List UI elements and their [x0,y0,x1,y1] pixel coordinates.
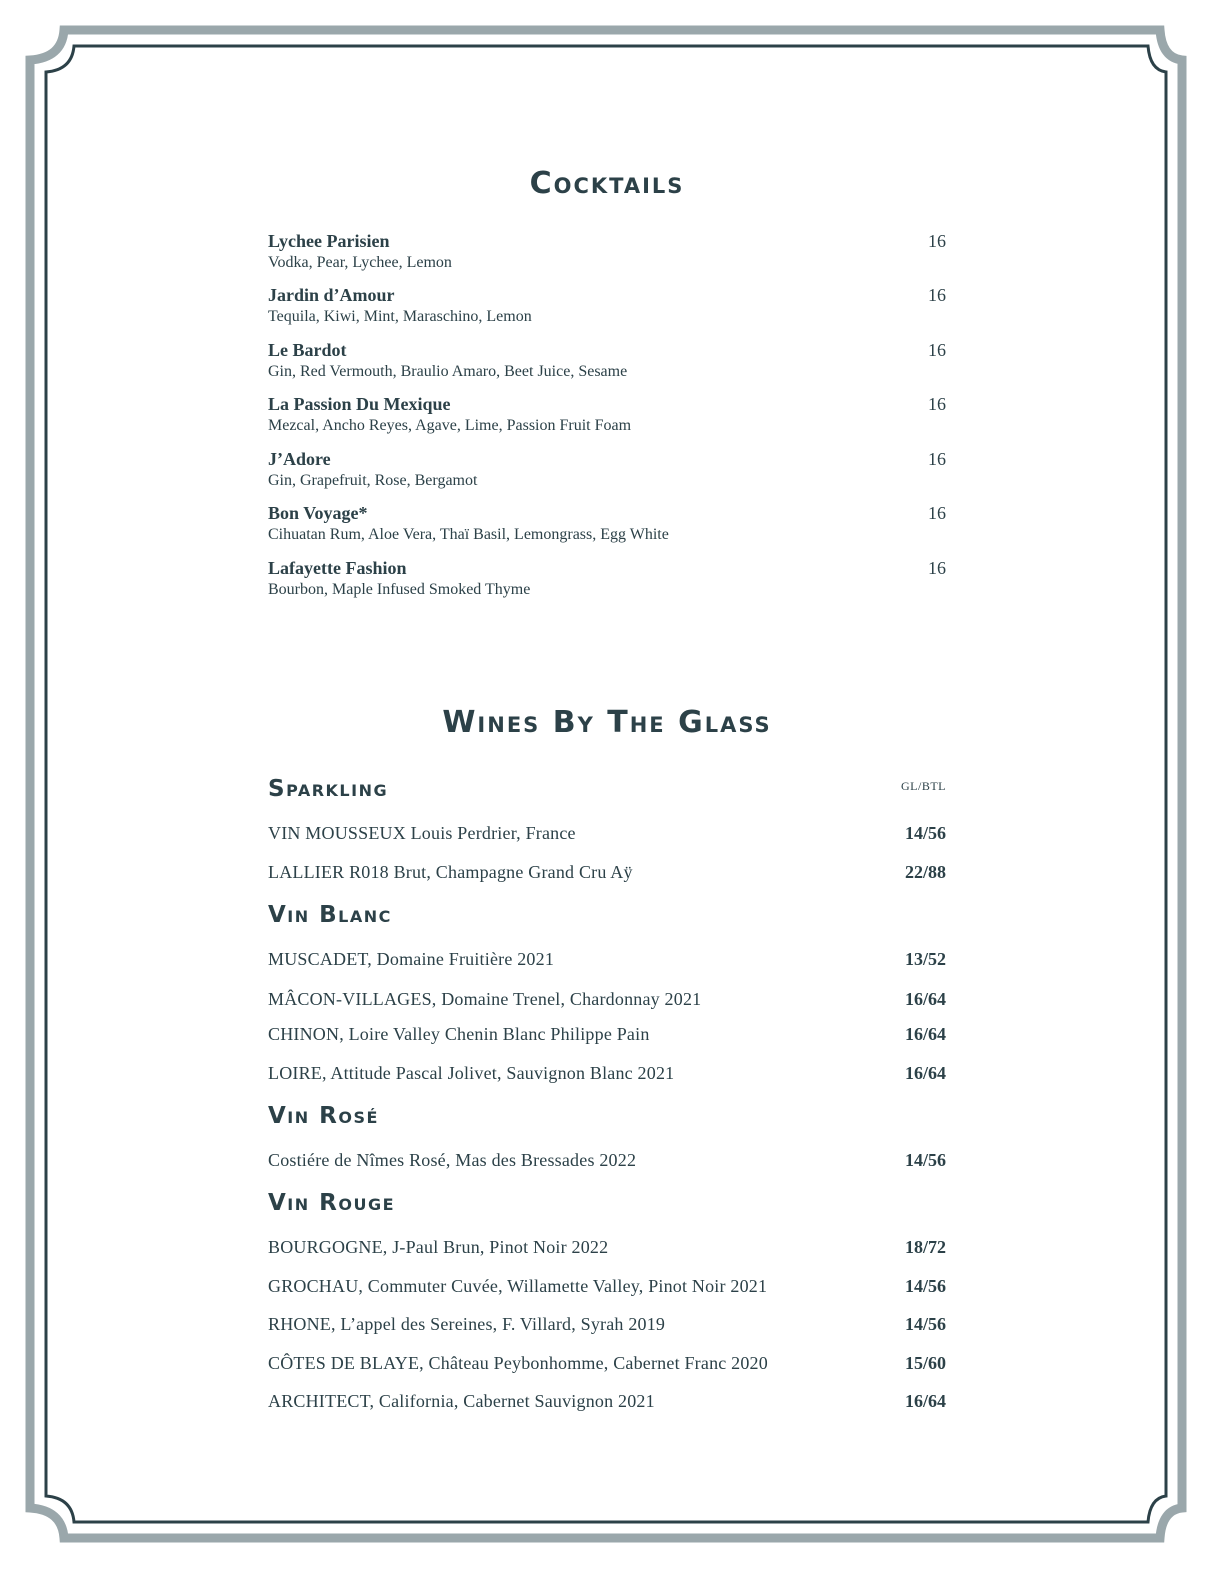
cocktail-ingredients: Mezcal, Ancho Reyes, Agave, Lime, Passion Fruit Foam [268,417,632,434]
wine-name: CÔTES DE BLAYE, Château Peybonhomme, Cabernet Franc 2020 [268,1353,768,1373]
cocktail-ingredients: Gin, Red Vermouth, Braulio Amaro, Beet Juice, Sesame [268,363,628,380]
wine-item [268,1237,946,1261]
wine-name: CHINON, Loire Valley Chenin Blanc Philippe Pain [268,1024,650,1044]
cocktail-item [268,503,946,549]
wine-name: RHONE, L’appel des Sereines, F. Villard, Syrah 2019 [268,1314,666,1334]
cocktail-name: J’Adore [268,449,331,469]
cocktail-ingredients: Vodka, Pear, Lychee, Lemon [268,254,452,271]
wine-price: 14/56 [904,823,946,843]
cocktail-price: 16 [928,285,946,305]
vin-rouge-heading: Vin Rouge [268,1190,396,1216]
wines-heading: Wines By The Glass [442,705,772,740]
cocktail-item [268,340,946,386]
wine-price: 22/88 [904,862,946,882]
wine-name: LALLIER R018 Brut, Champagne Grand Cru Aÿ [268,862,633,882]
cocktail-name: Bon Voyage* [268,503,368,523]
cocktail-ingredients: Bourbon, Maple Infused Smoked Thyme [268,581,531,598]
cocktail-name: Lafayette Fashion [268,558,407,578]
wine-name: MÂCON-VILLAGES, Domaine Trenel, Chardonnay 2021 [268,989,702,1009]
cocktail-item [268,231,946,277]
cocktail-ingredients: Gin, Grapefruit, Rose, Bergamot [268,472,478,489]
wine-price: 15/60 [904,1353,946,1373]
wine-name: VIN MOUSSEUX Louis Perdrier, France [268,823,576,843]
wine-item [268,823,946,847]
wine-item [268,1024,946,1048]
wine-item [268,1391,946,1415]
wine-price: 13/52 [904,949,946,969]
wine-price: 16/64 [904,989,946,1009]
vin-rose-heading: Vin Rosé [268,1103,379,1129]
cocktail-ingredients: Tequila, Kiwi, Mint, Maraschino, Lemon [268,308,532,325]
wine-price: 14/56 [904,1276,946,1296]
wine-item [268,1353,946,1377]
cocktail-price: 16 [928,231,946,251]
sparkling-heading: Sparkling [268,776,389,802]
cocktail-item [268,449,946,495]
wine-price: 14/56 [904,1150,946,1170]
wine-name: Costiére de Nîmes Rosé, Mas des Bressades 2022 [268,1150,637,1170]
cocktail-name: La Passion Du Mexique [268,394,451,414]
cocktail-item [268,285,946,331]
wine-item [268,989,946,1013]
cocktail-price: 16 [928,449,946,469]
wine-price: 14/56 [904,1314,946,1334]
wine-item [268,1276,946,1300]
cocktail-name: Le Bardot [268,340,347,360]
wine-price: 16/64 [904,1063,946,1083]
wine-item [268,862,946,886]
price-column-header: GL/BTL [901,779,946,793]
wine-item [268,1150,946,1174]
cocktail-name: Jardin d’Amour [268,285,395,305]
cocktail-name: Lychee Parisien [268,231,390,251]
cocktail-ingredients: Cihuatan Rum, Aloe Vera, Thaï Basil, Lemongrass, Egg White [268,526,669,543]
cocktail-price: 16 [928,558,946,578]
wine-item [268,1063,946,1087]
cocktail-price: 16 [928,394,946,414]
cocktail-item [268,394,946,440]
wine-name: ARCHITECT, California, Cabernet Sauvignon 2021 [268,1391,655,1411]
wine-item [268,1314,946,1338]
wine-price: 18/72 [904,1237,946,1257]
wine-name: MUSCADET, Domaine Fruitière 2021 [268,949,555,969]
cocktail-price: 16 [928,503,946,523]
cocktails-heading: Cocktails [529,166,685,201]
wine-name: LOIRE, Attitude Pascal Jolivet, Sauvignon Blanc 2021 [268,1063,675,1083]
wine-price: 16/64 [904,1391,946,1411]
wine-name: BOURGOGNE, J-Paul Brun, Pinot Noir 2022 [268,1237,609,1257]
cocktail-price: 16 [928,340,946,360]
wine-item [268,949,946,973]
wine-price: 16/64 [904,1024,946,1044]
vin-blanc-heading: Vin Blanc [268,902,392,928]
cocktail-item [268,558,946,604]
wine-name: GROCHAU, Commuter Cuvée, Willamette Valley, Pinot Noir 2021 [268,1276,768,1296]
